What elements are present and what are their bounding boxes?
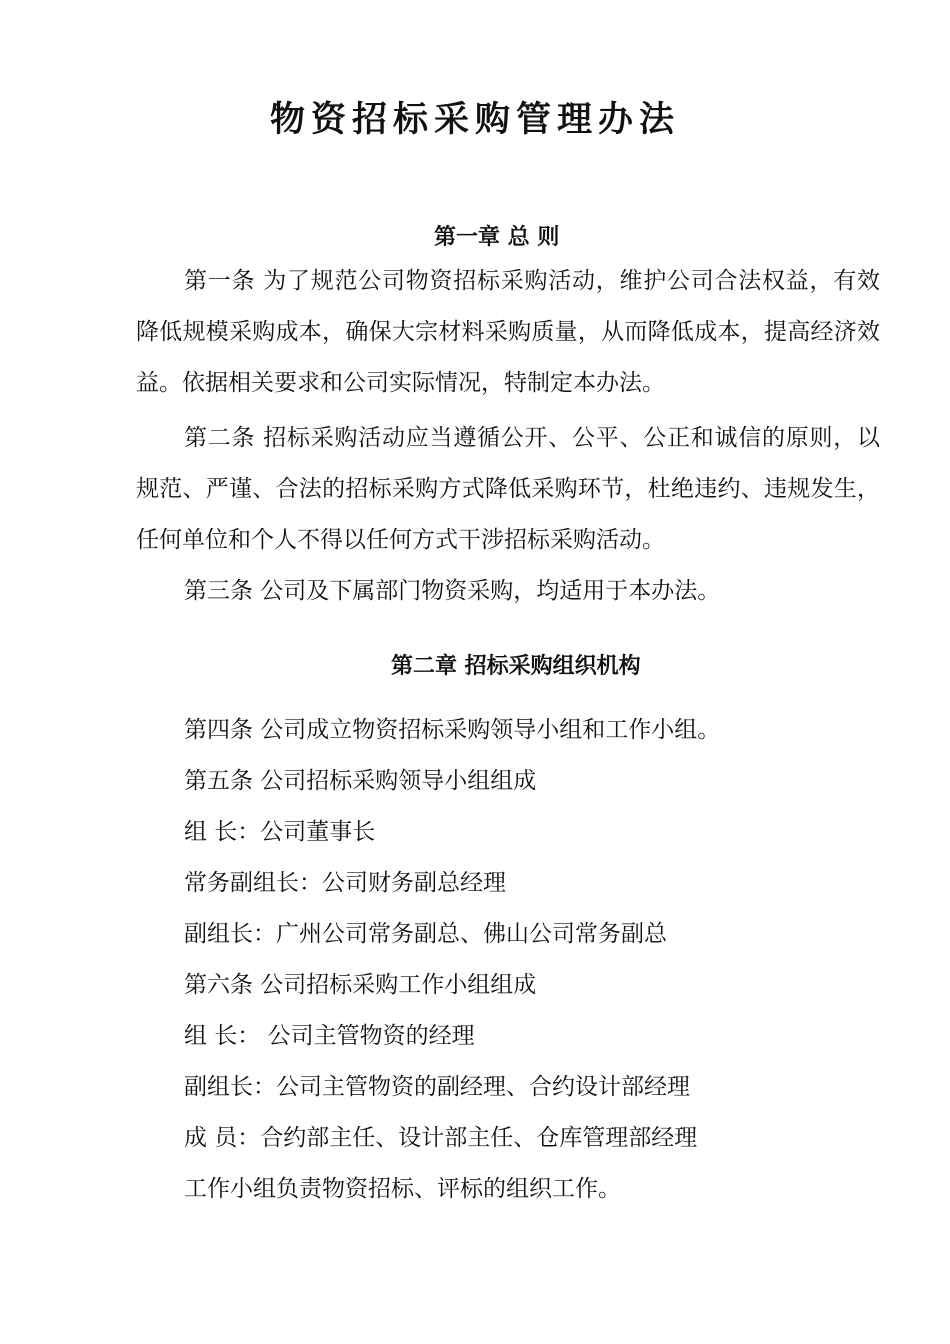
article-6-line: 第六条 公司招标采购工作小组组成 — [184, 972, 537, 998]
work-group-leader-line: 组 长： 公司主管物资的经理 — [184, 1023, 475, 1049]
article-4-line: 第四条 公司成立物资招标采购领导小组和工作小组。 — [184, 717, 721, 743]
chapter-1-heading: 第一章 总 则 — [434, 225, 560, 250]
leader-line: 组 长：公司董事长 — [184, 819, 376, 845]
article-1-paragraph: 第一条 为了规范公司物资招标采购活动，维护公司合法权益，有效降低规模采购成本，确保大宗材料采购质量，从而降低成本，提高经济效益。依据相关要求和公司实际情况，特制定本办法。 — [136, 268, 880, 396]
work-group-deputy-leader-line: 副组长：公司主管物资的副经理、合约设计部经理 — [184, 1074, 690, 1100]
document-title: 物资招标采购管理办法 — [269, 100, 680, 140]
article-3-paragraph: 第三条 公司及下属部门物资采购，均适用于本办法。 — [184, 578, 721, 604]
work-group-members-line: 成 员：合约部主任、设计部主任、仓库管理部经理 — [184, 1125, 698, 1151]
article-2-paragraph: 第二条 招标采购活动应当遵循公开、公平、公正和诚信的原则，以规范、严谨、合法的招标采购方式降低采购环节，杜绝违约、违规发生，任何单位和个人不得以任何方式干涉招标采购活动。 — [136, 425, 880, 553]
article-5-line: 第五条 公司招标采购领导小组组成 — [184, 768, 537, 794]
chapter-2-heading: 第二章 招标采购组织机构 — [391, 654, 641, 679]
deputy-leader-line: 副组长：广州公司常务副总、佛山公司常务副总 — [184, 921, 667, 947]
executive-deputy-leader-line: 常务副组长：公司财务副总经理 — [184, 870, 506, 896]
work-group-duty-line: 工作小组负责物资招标、评标的组织工作。 — [184, 1176, 621, 1202]
